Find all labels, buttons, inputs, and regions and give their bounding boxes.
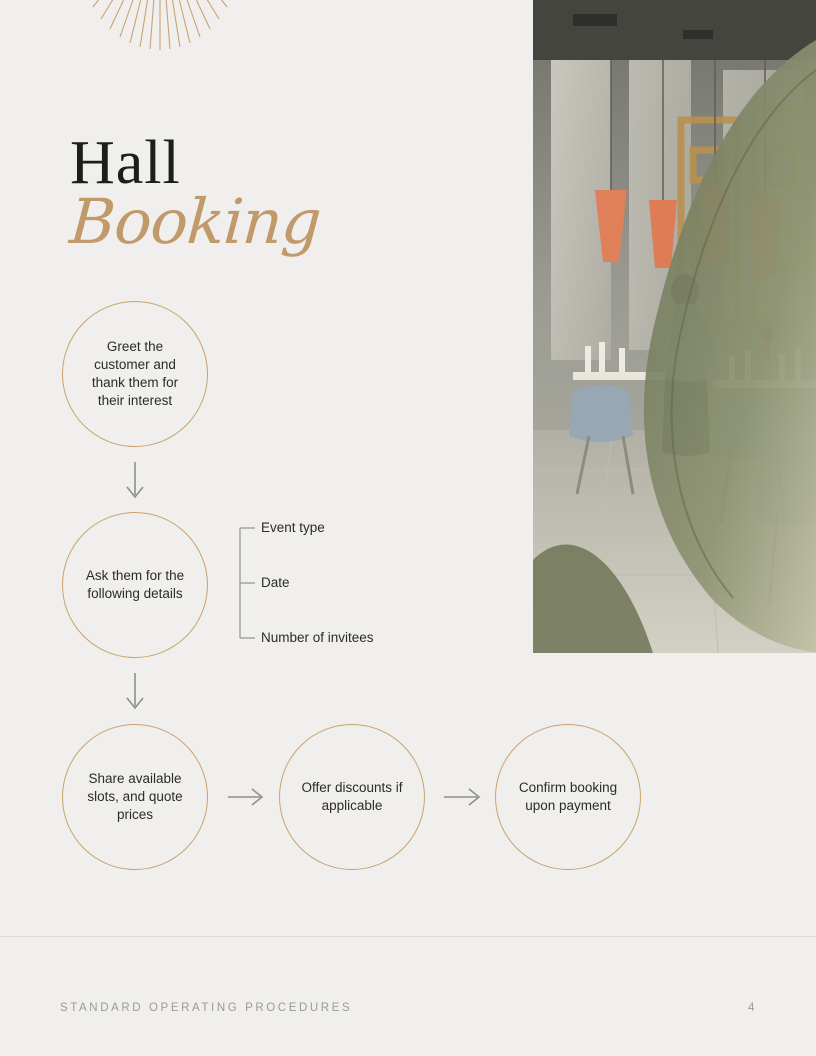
- flow-node-label: Ask them for the following details: [85, 568, 185, 601]
- sunburst-ornament: [72, 0, 248, 58]
- title-line-1: Hall: [70, 129, 181, 197]
- flow-node-label: Confirm booking upon payment: [518, 780, 618, 813]
- page-title: [67, 129, 490, 258]
- flow-node-label: Share available slots, and quote prices: [87, 771, 183, 822]
- flow-node-confirm-booking[interactable]: [495, 724, 641, 870]
- detail-item-date: Date: [261, 575, 290, 590]
- detail-item-invitees: Number of invitees: [261, 630, 374, 645]
- footer-divider: [0, 936, 816, 937]
- flow-node-offer-discounts[interactable]: [279, 724, 425, 870]
- flow-node-label: Greet the customer and thank them for their interest: [91, 339, 179, 408]
- footer-label: STANDARD OPERATING PROCEDURES: [60, 1002, 353, 1014]
- flow-node-share-slots[interactable]: [62, 724, 208, 870]
- page-number: 4: [748, 1002, 756, 1014]
- flow-node-ask-details[interactable]: [62, 512, 208, 658]
- restaurant-interior-photo: [533, 0, 816, 653]
- flow-node-greet[interactable]: [62, 301, 208, 447]
- title-line-2: Booking: [67, 185, 323, 258]
- detail-item-event-type: Event type: [261, 520, 325, 535]
- flow-node-label: Offer discounts if applicable: [301, 780, 403, 813]
